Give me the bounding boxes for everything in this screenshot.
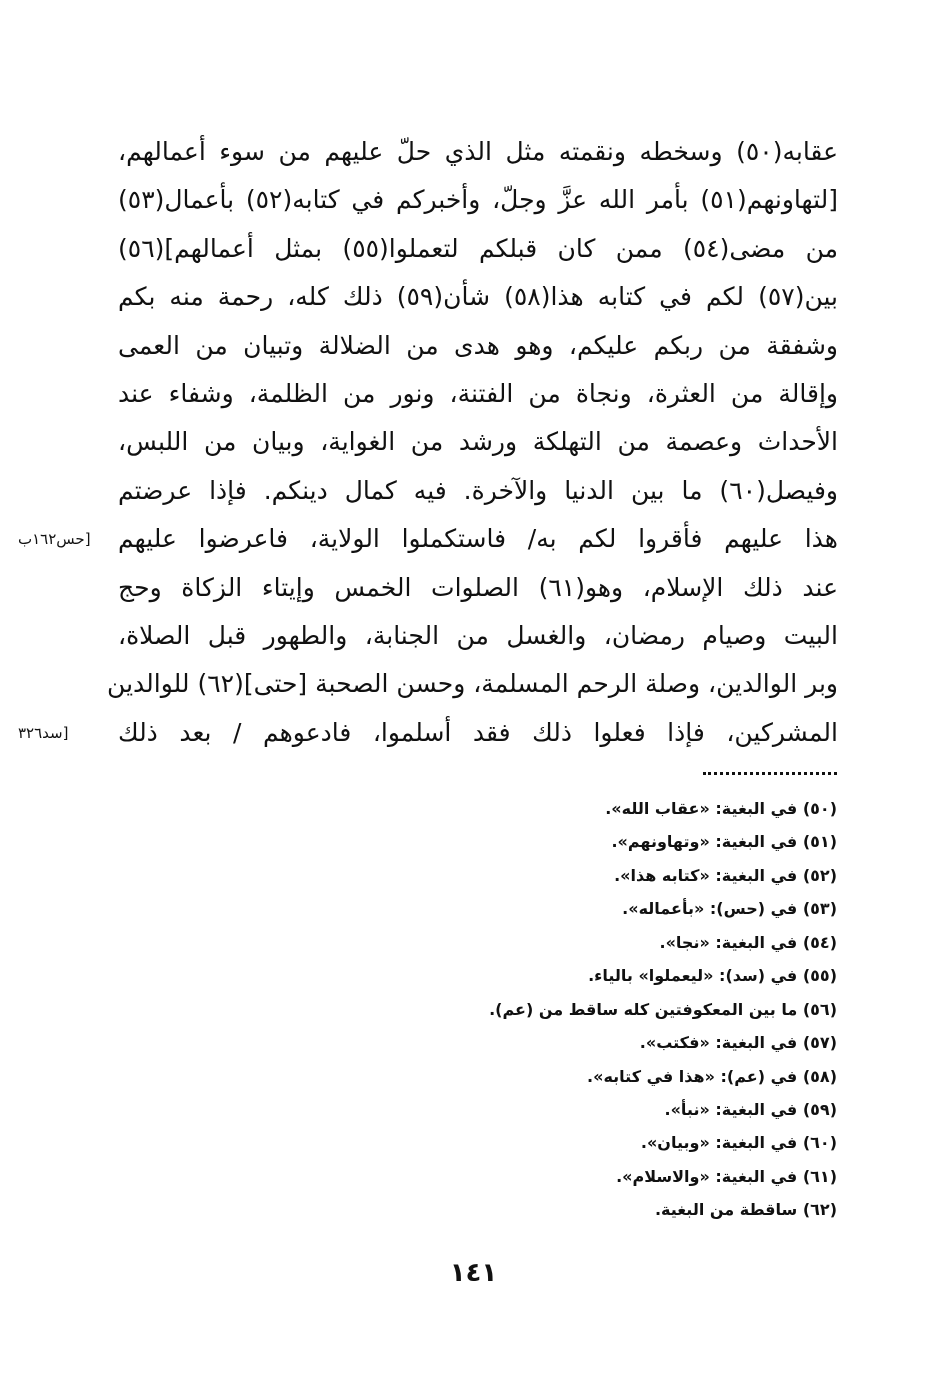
text-line-10: عند ذلك الإسلام، وهو(٦١) الصلوات الخمس وإيتاء الزكاة وحج — [118, 572, 838, 602]
footnotes-block — [237, 792, 837, 1227]
margin-note-hs: [حس١٦٢ب — [18, 530, 91, 549]
footnote-60: (٦٠) في البغية: «وبيان». — [640, 1133, 837, 1153]
footnote-50: (٥٠) في البغية: «عقاب الله». — [605, 799, 837, 818]
footnote-61: (٦١) في البغية: «والاسلام». — [616, 1166, 837, 1186]
text-line-12: وبر الوالدين، وصلة الرحم المسلمة، وحسن الصحبة [حتى](٦٢) للوالدين — [107, 669, 838, 699]
text-line-1: عقابه(٥٠) وسخطه ونقمته مثل الذي حلّ عليهم من سوء أعمالهم، — [118, 137, 838, 166]
text-line-4: بين(٥٧) لكم في كتابه هذا(٥٨) شأن(٥٩) ذلك كله، رحمة منه بكم — [118, 282, 838, 312]
text-line-9-content: هذا عليهم فأقروا لكم به/ فاستكملوا الولاية، فاعرضوا عليهم — [118, 524, 838, 554]
footnote-54: (٥٤) في البغية: «نجا». — [659, 932, 837, 952]
text-line-3: من مضى(٥٤) ممن كان قبلكم لتعملوا(٥٥) بمثل أعمالهم](٥٦) — [118, 233, 839, 263]
footnote-51: (٥١) في البغية: «وتهاونهم». — [611, 832, 837, 852]
footnote-58: (٥٨) في (عم): «هذا في كتابه». — [587, 1066, 837, 1086]
footnote-53: (٥٣) في (حس): «بأعماله». — [622, 899, 837, 919]
footnote-59: (٥٩) في البغية: «نبأ». — [664, 1099, 837, 1119]
text-line-13-content: المشركين، فإذا فعلوا ذلك فقد أسلموا، فادعوهم / بعد ذلك — [118, 717, 838, 747]
page-number: ١٤١ — [449, 1258, 498, 1288]
margin-note-sd: [سد٣٢٦ — [18, 723, 69, 742]
text-line-13 — [18, 709, 838, 757]
text-line-6: وإقالة من العثرة، ونجاة من الفتنة، ونور من الظلمة، وشفاء عند — [118, 378, 838, 408]
footnote-52: (٥٢) في البغية: «كتابه هذا». — [614, 865, 837, 885]
text-line-11: البيت وصيام رمضان، والغسل من الجنابة، والطهور قبل الصلاة، — [118, 620, 838, 650]
text-line-9 — [18, 515, 838, 563]
text-line-2: [لتهاونهم(٥١) بأمر الله عزَّ وجلّ، وأخبركم في كتابه(٥٢) بأعمال(٥٣) — [118, 185, 838, 215]
text-line-8: وفيصل(٦٠) ما بين الدنيا والآخرة. فيه كمال دينكم. فإذا عرضتم — [118, 475, 838, 505]
footnote-55: (٥٥) في (سد): «ليعملوا» بالياء. — [588, 966, 837, 986]
footnote-56: (٥٦) ما بين المعكوفتين كله ساقط من (عم). — [489, 999, 837, 1019]
footnote-57: (٥٧) في البغية: «فكتب». — [639, 1033, 837, 1053]
footnote-62: (٦٢) ساقطة من البغية. — [654, 1200, 837, 1220]
main-text-block — [18, 128, 839, 757]
text-line-7: الأحداث وعصمة من التهلكة ورشد من الغواية، وبيان من اللبس، — [118, 427, 838, 457]
footnote-separator — [703, 772, 837, 775]
text-line-5: وشفقة من ربكم عليكم، وهو هدى من الضلالة وتبيان من العمى — [118, 330, 838, 360]
